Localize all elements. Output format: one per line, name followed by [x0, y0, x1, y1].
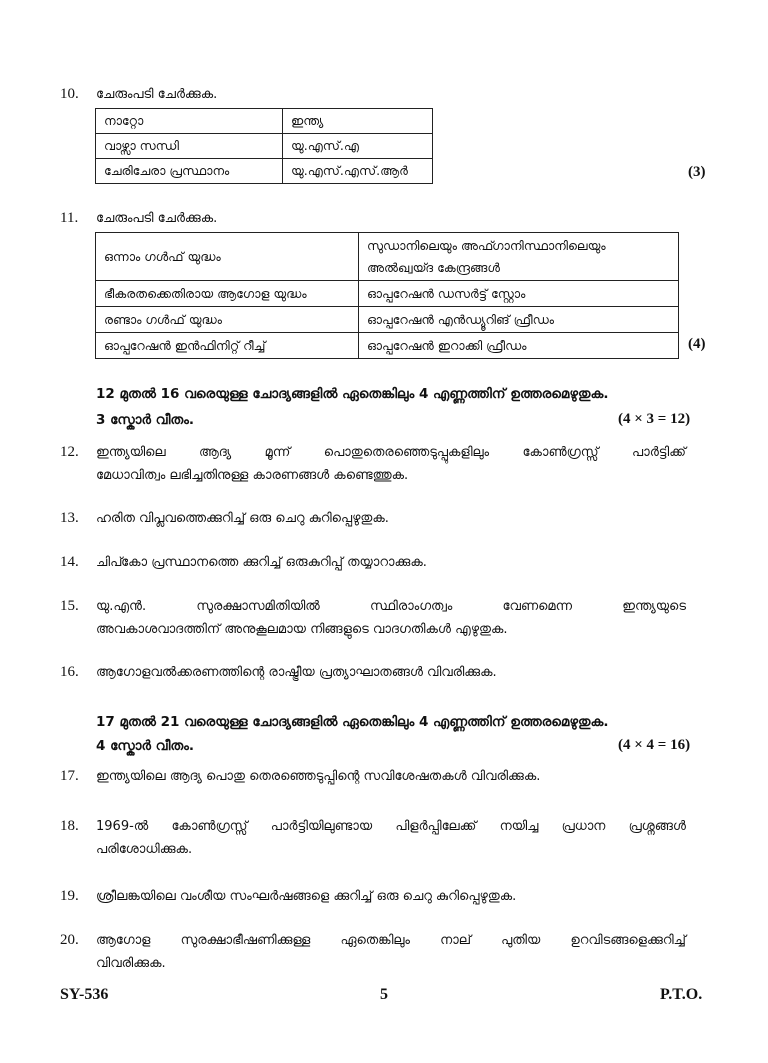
word: സുരക്ഷാഭീഷണിക്കുള്ള — [180, 933, 311, 948]
word: വേണമെന്ന — [502, 599, 572, 614]
question-text: ഇന്ത്യയിലെ ആദ്യ പൊതു തെരഞ്ഞെടുപ്പിന്റെ സവിശേഷതകൾ വിവരിക്കുക. — [96, 769, 541, 784]
word: ഇന്ത്യയുടെ — [622, 599, 686, 614]
word: ഇന്ത്യയിലെ — [96, 445, 166, 460]
question-text-line: പരിശോധിക്കുക. — [96, 842, 193, 857]
word: പ്രശ്നങ്ങൾ — [628, 819, 686, 834]
question-instruction: ചേരുംപടി ചേർക്കുക. — [96, 211, 218, 226]
table-cell: ഓപ്പറേഷൻ എൻഡ്യൂറിങ് ഫ്രീഡം — [359, 307, 679, 333]
word: യു.എൻ. — [96, 599, 147, 614]
word: നയിച്ച — [499, 819, 539, 834]
question-text-line — [96, 599, 686, 614]
question-text: ഹരിത വിപ്ലവത്തെക്കുറിച്ച് ഒരു ചെറു കുറിപ്പെഴുതുക. — [96, 511, 389, 526]
question-text: ആഗോളവൽക്കരണത്തിന്റെ രാഷ്ട്രീയ പ്രത്യാഘാതങ്ങൾ വിവരിക്കുക. — [96, 665, 497, 680]
word: പ്രധാന — [561, 819, 606, 834]
word: കോൺഗ്രസ്സ് — [171, 819, 248, 834]
question-text: ശ്രീലങ്കയിലെ വംശീയ സംഘർഷങ്ങളെ ക്കുറിച്ച് ഒരു ചെറു കുറിപ്പെഴുതുക. — [96, 889, 517, 904]
match-table-q10 — [95, 108, 433, 184]
word: പിളർപ്പിലേക്ക് — [395, 819, 477, 834]
word: ആഗോള — [96, 933, 151, 948]
question-text-line: അവകാശവാദത്തിന് അനുകൂലമായ നിങ്ങളുടെ വാദഗതികൾ എഴുതുക. — [96, 622, 508, 637]
word: ഉറവിടങ്ങളെക്കുറിച്ച് — [570, 933, 686, 948]
question-text-line — [96, 819, 686, 834]
pto-label: P.T.O. — [660, 986, 703, 1003]
question-number: 10. — [60, 86, 79, 102]
question-number: 18. — [60, 818, 79, 834]
word: സുരക്ഷാസമിതിയിൽ — [196, 599, 320, 614]
table-cell: ഭീകരതക്കെതിരായ ആഗോള യുദ്ധം — [96, 281, 359, 307]
table-cell: ഒന്നാം ഗൾഫ് യുദ്ധം — [96, 233, 359, 281]
section-total: (4 × 4 = 16) — [618, 737, 691, 753]
question-instruction: ചേരുംപടി ചേർക്കുക. — [96, 87, 218, 102]
table-cell — [359, 233, 679, 281]
word: സ്ഥിരാംഗത്വം — [369, 599, 453, 614]
question-text-line — [96, 445, 686, 460]
question-number: 16. — [60, 664, 79, 680]
question-text-line — [96, 933, 686, 948]
question-text: ചിപ്കോ പ്രസ്ഥാനത്തെ ക്കുറിച്ച് ഒരുകുറിപ്പ് തയ്യാറാക്കുക. — [96, 555, 427, 570]
word: പുതിയ — [501, 933, 541, 948]
table-cell: യു.എസ്.എ — [283, 134, 433, 159]
table-cell: ചേരിചേരാ പ്രസ്ഥാനം — [96, 159, 283, 184]
word: ആദ്യ — [199, 445, 232, 460]
table-cell: യു.എസ്.എസ്.ആർ — [283, 159, 433, 184]
table-cell: ഓപ്പറേഷൻ ഇറാക്കി ഫ്രീഡം — [359, 333, 679, 359]
table-cell-line: സുഡാനിലെയും അഫ്ഗാനിസ്ഥാനിലെയും — [367, 237, 606, 253]
page-number: 5 — [380, 986, 388, 1003]
table-cell: നാറ്റോ — [96, 109, 283, 134]
section-score: 3 സ്കോർ വീതം. — [96, 412, 195, 428]
word: ഏതെങ്കിലും — [340, 933, 410, 948]
table-cell: ഇന്ത്യ — [283, 109, 433, 134]
paper-code: SY-536 — [60, 986, 109, 1003]
marks-q11: (4) — [688, 336, 706, 352]
question-number: 17. — [60, 768, 79, 784]
question-text-line: വിവരിക്കുക. — [96, 956, 166, 971]
word: കോൺഗ്രസ്സ് — [522, 445, 599, 460]
section-score: 4 സ്കോർ വീതം. — [96, 738, 195, 754]
table-cell: ഓപ്പറേഷൻ ഡസർട്ട് സ്റ്റോം — [359, 281, 679, 307]
word: പാർട്ടിക്ക് — [632, 445, 686, 460]
question-number: 19. — [60, 888, 79, 904]
section-heading: 17 മുതൽ 21 വരെയുള്ള ചോദ്യങ്ങളിൽ ഏതെങ്കിലും 4 എണ്ണത്തിന് ഉത്തരമെഴുതുക. — [96, 714, 609, 730]
section-total: (4 × 3 = 12) — [618, 411, 691, 427]
table-cell: ഓപ്പറേഷൻ ഇൻഫിനിറ്റ് റീച്ച് — [96, 333, 359, 359]
word: നാല് — [440, 933, 472, 948]
question-number: 11. — [60, 210, 79, 226]
question-text-line: മേധാവിത്വം ലഭിച്ചതിനുള്ള കാരണങ്ങൾ കണ്ടെത്തുക. — [96, 468, 409, 483]
word: 1969-ൽ — [96, 819, 149, 834]
table-cell: വാഴ്സാ സന്ധി — [96, 134, 283, 159]
question-number: 12. — [60, 444, 79, 460]
question-number: 15. — [60, 598, 79, 614]
question-number: 14. — [60, 554, 79, 570]
table-cell-line: അൽഖ്വയ്ദ കേന്ദ്രങ്ങൾ — [367, 259, 500, 275]
question-number: 20. — [60, 932, 79, 948]
word: പാർട്ടിയിലുണ്ടായ — [270, 819, 373, 834]
word: മൂന്ന് — [264, 445, 291, 460]
match-table-q11 — [95, 232, 679, 359]
section-heading: 12 മുതൽ 16 വരെയുള്ള ചോദ്യങ്ങളിൽ ഏതെങ്കിലും 4 എണ്ണത്തിന് ഉത്തരമെഴുതുക. — [96, 386, 609, 402]
word: പൊതുതെരഞ്ഞെടുപ്പുകളിലും — [323, 445, 490, 460]
table-cell: രണ്ടാം ഗൾഫ് യുദ്ധം — [96, 307, 359, 333]
question-number: 13. — [60, 510, 79, 526]
marks-q10: (3) — [688, 164, 706, 180]
